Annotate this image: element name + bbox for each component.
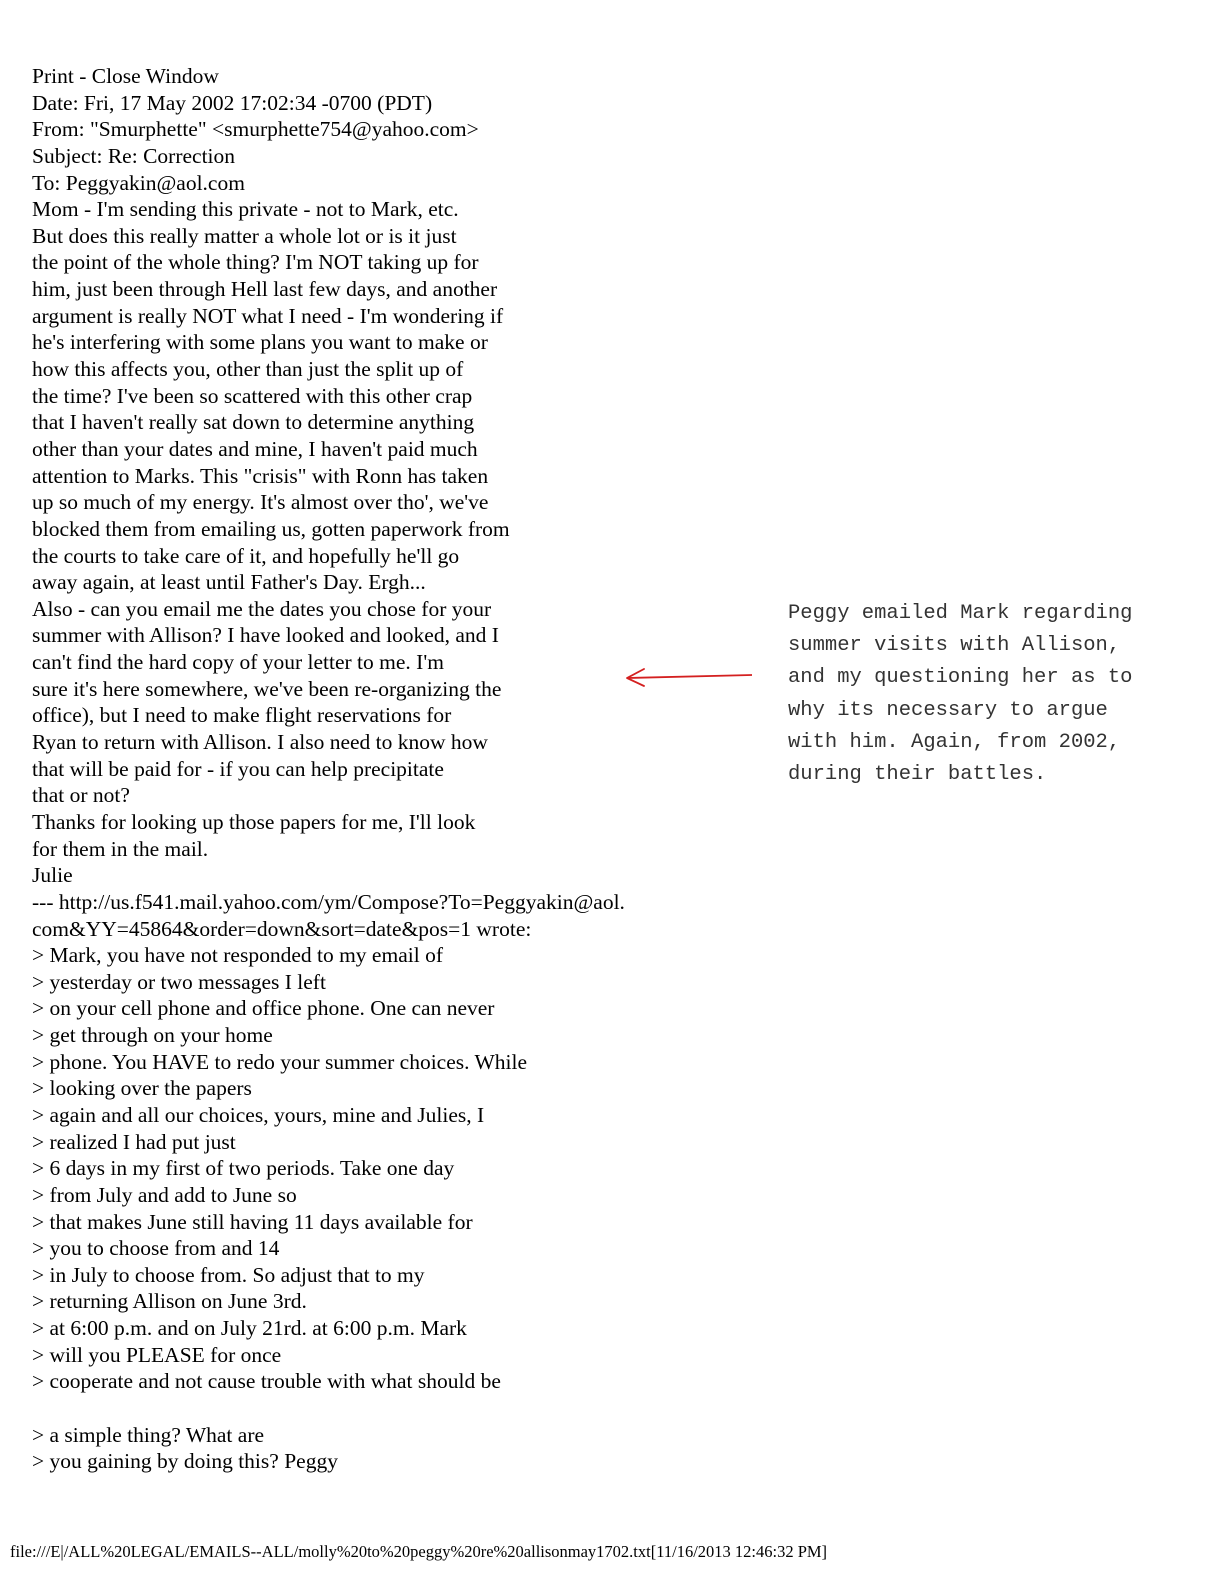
quoted-line: > yesterday or two messages I left xyxy=(32,969,326,994)
quoted-line: > on your cell phone and office phone. One can never xyxy=(32,996,495,1021)
quoted-line: > looking over the papers xyxy=(32,1076,252,1101)
quoted-line: > will you PLEASE for once xyxy=(32,1342,282,1367)
message-line: the time? I've been so scattered with this other crap xyxy=(32,383,473,408)
quoted-line: > at 6:00 p.m. and on July 21rd. at 6:00 p.m. Mark xyxy=(32,1316,467,1341)
quoted-line: > that makes June still having 11 days available for xyxy=(32,1209,473,1234)
annotation-line: with him. Again, from 2002, xyxy=(788,730,1121,754)
message-line: Ryan to return with Allison. I also need to know how xyxy=(32,730,488,755)
message-line: him, just been through Hell last few days, and another xyxy=(32,277,498,302)
quoted-line: > a simple thing? What are xyxy=(32,1422,265,1447)
quoted-line: > 6 days in my first of two periods. Take one day xyxy=(32,1156,455,1181)
message-line: that will be paid for - if you can help precipitate xyxy=(32,756,444,781)
message-line: Thanks for looking up those papers for me, I'll look xyxy=(32,809,476,834)
annotation-line: and my questioning her as to xyxy=(788,666,1133,690)
quoted-line: > Mark, you have not responded to my email of xyxy=(32,943,443,968)
quoted-line: > again and all our choices, yours, mine and Julies, I xyxy=(32,1102,485,1127)
message-line: the point of the whole thing? I'm NOT taking up for xyxy=(32,250,479,275)
quoted-line: > from July and add to June so xyxy=(32,1182,297,1207)
email-subject: Subject: Re: Correction xyxy=(32,143,236,168)
annotation-line: Peggy emailed Mark regarding xyxy=(788,602,1133,625)
quoted-url-line: com&YY=45864&order=down&sort=date&pos=1 wrote: xyxy=(32,916,532,941)
quoted-line: > get through on your home xyxy=(32,1023,273,1048)
print-close-window-link[interactable]: Print - Close Window xyxy=(32,64,219,88)
message-line: other than your dates and mine, I haven't paid much xyxy=(32,436,478,461)
annotation-line: why its necessary to argue xyxy=(788,698,1108,722)
message-line: But does this really matter a whole lot or is it just xyxy=(32,223,457,248)
annotation-line: during their battles. xyxy=(788,762,1047,786)
message-line: he's interfering with some plans you want to make or xyxy=(32,330,488,355)
left-arrow-icon xyxy=(622,664,758,688)
message-line: blocked them from emailing us, gotten paperwork from xyxy=(32,516,510,541)
message-line: how this affects you, other than just the split up of xyxy=(32,357,464,382)
message-line: Mom - I'm sending this private - not to Mark, etc. xyxy=(32,197,459,222)
quoted-line: > phone. You HAVE to redo your summer choices. While xyxy=(32,1049,528,1074)
message-line: office), but I need to make flight reservations for xyxy=(32,703,452,728)
message-line: attention to Marks. This "crisis" with Ronn has taken xyxy=(32,463,489,488)
message-line: summer with Allison? I have looked and looked, and I xyxy=(32,623,499,648)
quoted-line: > returning Allison on June 3rd. xyxy=(32,1289,307,1314)
quoted-line: > cooperate and not cause trouble with what should be xyxy=(32,1369,501,1394)
quoted-line: > you to choose from and 14 xyxy=(32,1236,280,1261)
annotation-line: summer visits with Allison, xyxy=(788,634,1121,658)
message-line: the courts to take care of it, and hopefully he'll go xyxy=(32,543,460,568)
email-from: From: "Smurphette" <smurphette754@yahoo.com> xyxy=(32,117,479,142)
message-line: away again, at least until Father's Day. Ergh... xyxy=(32,570,426,595)
message-line: argument is really NOT what I need - I'm wondering if xyxy=(32,303,504,328)
signature: Julie xyxy=(32,863,73,888)
email-body xyxy=(32,63,732,1475)
email-to: To: Peggyakin@aol.com xyxy=(32,170,245,195)
message-line: for them in the mail. xyxy=(32,836,209,861)
message-line: can't find the hard copy of your letter to me. I'm xyxy=(32,650,444,675)
message-line: up so much of my energy. It's almost over tho', we've xyxy=(32,490,489,515)
message-line: Also - can you email me the dates you chose for your xyxy=(32,596,492,621)
quoted-line: > you gaining by doing this? Peggy xyxy=(32,1449,338,1474)
message-line: that I haven't really sat down to determine anything xyxy=(32,410,475,435)
quoted-line: > realized I had put just xyxy=(32,1129,236,1154)
quoted-line: > in July to choose from. So adjust that to my xyxy=(32,1262,425,1287)
file-path-footer: file:///E|/ALL%20LEGAL/EMAILS--ALL/molly%20to%20peggy%20re%20allisonmay1702.txt[11/16/2013 12:46:32 PM] xyxy=(10,1542,828,1561)
annotation-note xyxy=(788,598,1208,791)
arrow-shaft xyxy=(628,675,752,678)
email-date: Date: Fri, 17 May 2002 17:02:34 -0700 (PDT) xyxy=(32,90,433,115)
quoted-url-line: --- http://us.f541.mail.yahoo.com/ym/Compose?To=Peggyakin@aol. xyxy=(32,889,625,914)
message-line: sure it's here somewhere, we've been re-organizing the xyxy=(32,676,502,701)
blank-line xyxy=(32,1395,732,1422)
message-line: that or not? xyxy=(32,783,130,808)
